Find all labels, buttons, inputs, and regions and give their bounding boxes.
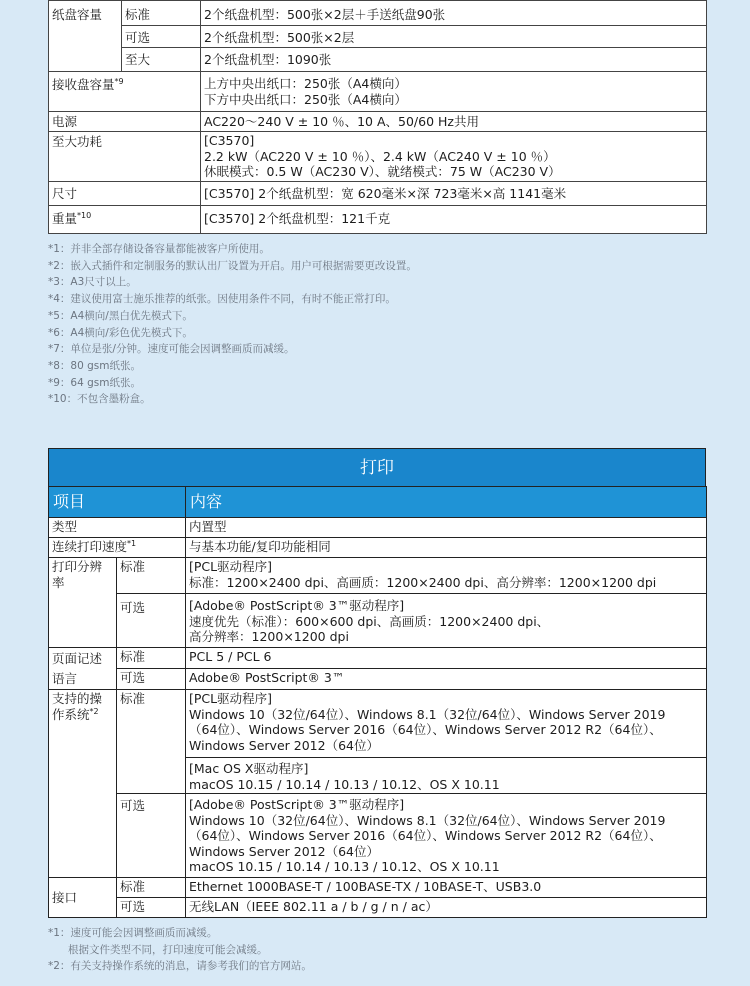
type-value: 内置型 [186, 518, 707, 538]
tray-capacity-label: 纸盘容量 [49, 1, 122, 72]
os-std-mac: [Mac OS X驱动程序] macOS 10.15 / 10.14 / 10.13 / 10.12、OS X 10.11 [186, 758, 707, 794]
power-value: AC220～240 V ± 10 ％、10 A、50/60 Hz共用 [201, 112, 707, 132]
specs-table-continued [48, 0, 707, 234]
resolution-std-sub: 标准 [117, 558, 186, 594]
weight-label: 重量$^{*10}$ [49, 206, 201, 234]
resolution-opt-sub: 可选 [117, 594, 186, 648]
output-tray-label: 接收盘容量$^{*9}$ [49, 72, 201, 112]
tray-max-sub: 至大 [122, 48, 201, 72]
max-power-value: [C3570] 2.2 kW（AC220 V ± 10 ％）、2.4 kW（AC240 V ± 10 ％） 休眠模式：0.5 W（AC230 V）、就绪模式：75 W（AC230 V） [201, 132, 707, 182]
pdl-std-value: PCL 5 / PCL 6 [186, 648, 707, 669]
footnote: *1：并非全部存储设备容量都能被客户所使用。 [48, 243, 270, 255]
footnote: *6：A4横向/彩色优先模式下。 [48, 326, 193, 339]
interface-label: 接口 [49, 878, 117, 918]
column-header-item: 项目 [49, 487, 186, 518]
speed-value: 与基本功能/复印功能相同 [186, 538, 707, 558]
footnote: *9：64 gsm纸张。 [48, 376, 141, 389]
interface-std-value: Ethernet 1000BASE-T / 100BASE-TX / 10BASE-T、USB3.0 [186, 878, 707, 898]
speed-label: 连续打印速度$^{*1}$ [49, 538, 186, 558]
output-tray-value: 上方中央出纸口：250张（A4横向） 下方中央出纸口：250张（A4横向） [201, 72, 707, 112]
interface-opt-value: 无线LAN（IEEE 802.11 a / b / g / n / ac） [186, 898, 707, 918]
footnote: *10：不包含墨粉盒。 [48, 393, 151, 406]
footnote: *4：建议使用富士施乐推荐的纸张。因使用条件不同，有时不能正常打印。 [48, 293, 396, 306]
size-label: 尺寸 [49, 182, 201, 206]
pdl-std-sub: 标准 [117, 648, 186, 669]
footnote: *7：单位是张/分钟。速度可能会因调整画质而减缓。 [48, 343, 295, 356]
print-specs-table [48, 486, 707, 918]
footnote: *2：有关支持操作系统的消息，请参考我们的官方网站。 [48, 960, 312, 973]
footnote: *1：速度可能会因调整画质而减缓。 [48, 927, 218, 939]
footnote: *2：嵌入式插件和定制服务的默认出厂设置为开启。用户可根据需要更改设置。 [48, 259, 417, 272]
footnote: 根据文件类型不同，打印速度可能会减缓。 [68, 943, 268, 956]
footnote: *3：A3尺寸以上。 [48, 276, 137, 289]
tray-std-sub: 标准 [122, 1, 201, 26]
pdl-opt-sub: 可选 [117, 669, 186, 690]
tray-opt-value: 2个纸盘机型：500张×2层 [201, 26, 707, 48]
power-label: 电源 [49, 112, 201, 132]
footnotes-specs [48, 241, 417, 408]
print-section-title: 打印 [48, 448, 706, 486]
column-header-content: 内容 [186, 487, 707, 518]
max-power-label: 至大功耗 [49, 132, 201, 182]
os-std-pcl: [PCL驱动程序] Windows 10（32位/64位）、Windows 8.1（32位/64位）、Windows Server 2019 （64位）、Windows Server 2016（64位）、Windows Server 2012 R2（64位）、 Windows Server 2012（64位） [186, 690, 707, 758]
resolution-label: 打印分辨率 [49, 558, 117, 648]
os-std-sub: 标准 [117, 690, 186, 794]
os-opt-sub: 可选 [117, 794, 186, 878]
pdl-label: 页面记述 语言 [49, 648, 117, 690]
os-opt-value: [Adobe® PostScript® 3™驱动程序] Windows 10（32位/64位）、Windows 8.1（32位/64位）、Windows Server 2019 （64位）、Windows Server 2016（64位）、Windows Server 2012 R2（64位）、 Windows Server 2012（64位） macOS 10.15 / 10.14 / 10.13 / 10.12、OS X 10.11 [186, 794, 707, 878]
footnote: *5：A4横向/黑白优先模式下。 [48, 309, 193, 322]
resolution-opt-value: [Adobe® PostScript® 3™驱动程序] 速度优先（标准）：600×600 dpi、高画质：1200×2400 dpi、 高分辨率：1200×1200 dpi [186, 594, 707, 648]
weight-value: [C3570] 2个纸盘机型：121千克 [201, 206, 707, 234]
interface-opt-sub: 可选 [117, 898, 186, 918]
footnote: *8：80 gsm纸张。 [48, 359, 141, 372]
tray-opt-sub: 可选 [122, 26, 201, 48]
resolution-std-value: [PCL驱动程序] 标准：1200×2400 dpi、高画质：1200×2400 dpi、高分辨率：1200×1200 dpi [186, 558, 707, 594]
os-label: 支持的操 作系统$^{*2}$ [49, 690, 117, 878]
pdl-opt-value: Adobe® PostScript® 3™ [186, 669, 707, 690]
size-value: [C3570] 2个纸盘机型：宽 620毫米×深 723毫米×高 1141毫米 [201, 182, 707, 206]
tray-max-value: 2个纸盘机型：1090张 [201, 48, 707, 72]
interface-std-sub: 标准 [117, 878, 186, 898]
footnotes-print [48, 925, 312, 975]
tray-std-value: 2个纸盘机型：500张×2层＋手送纸盘90张 [201, 1, 707, 26]
type-label: 类型 [49, 518, 186, 538]
